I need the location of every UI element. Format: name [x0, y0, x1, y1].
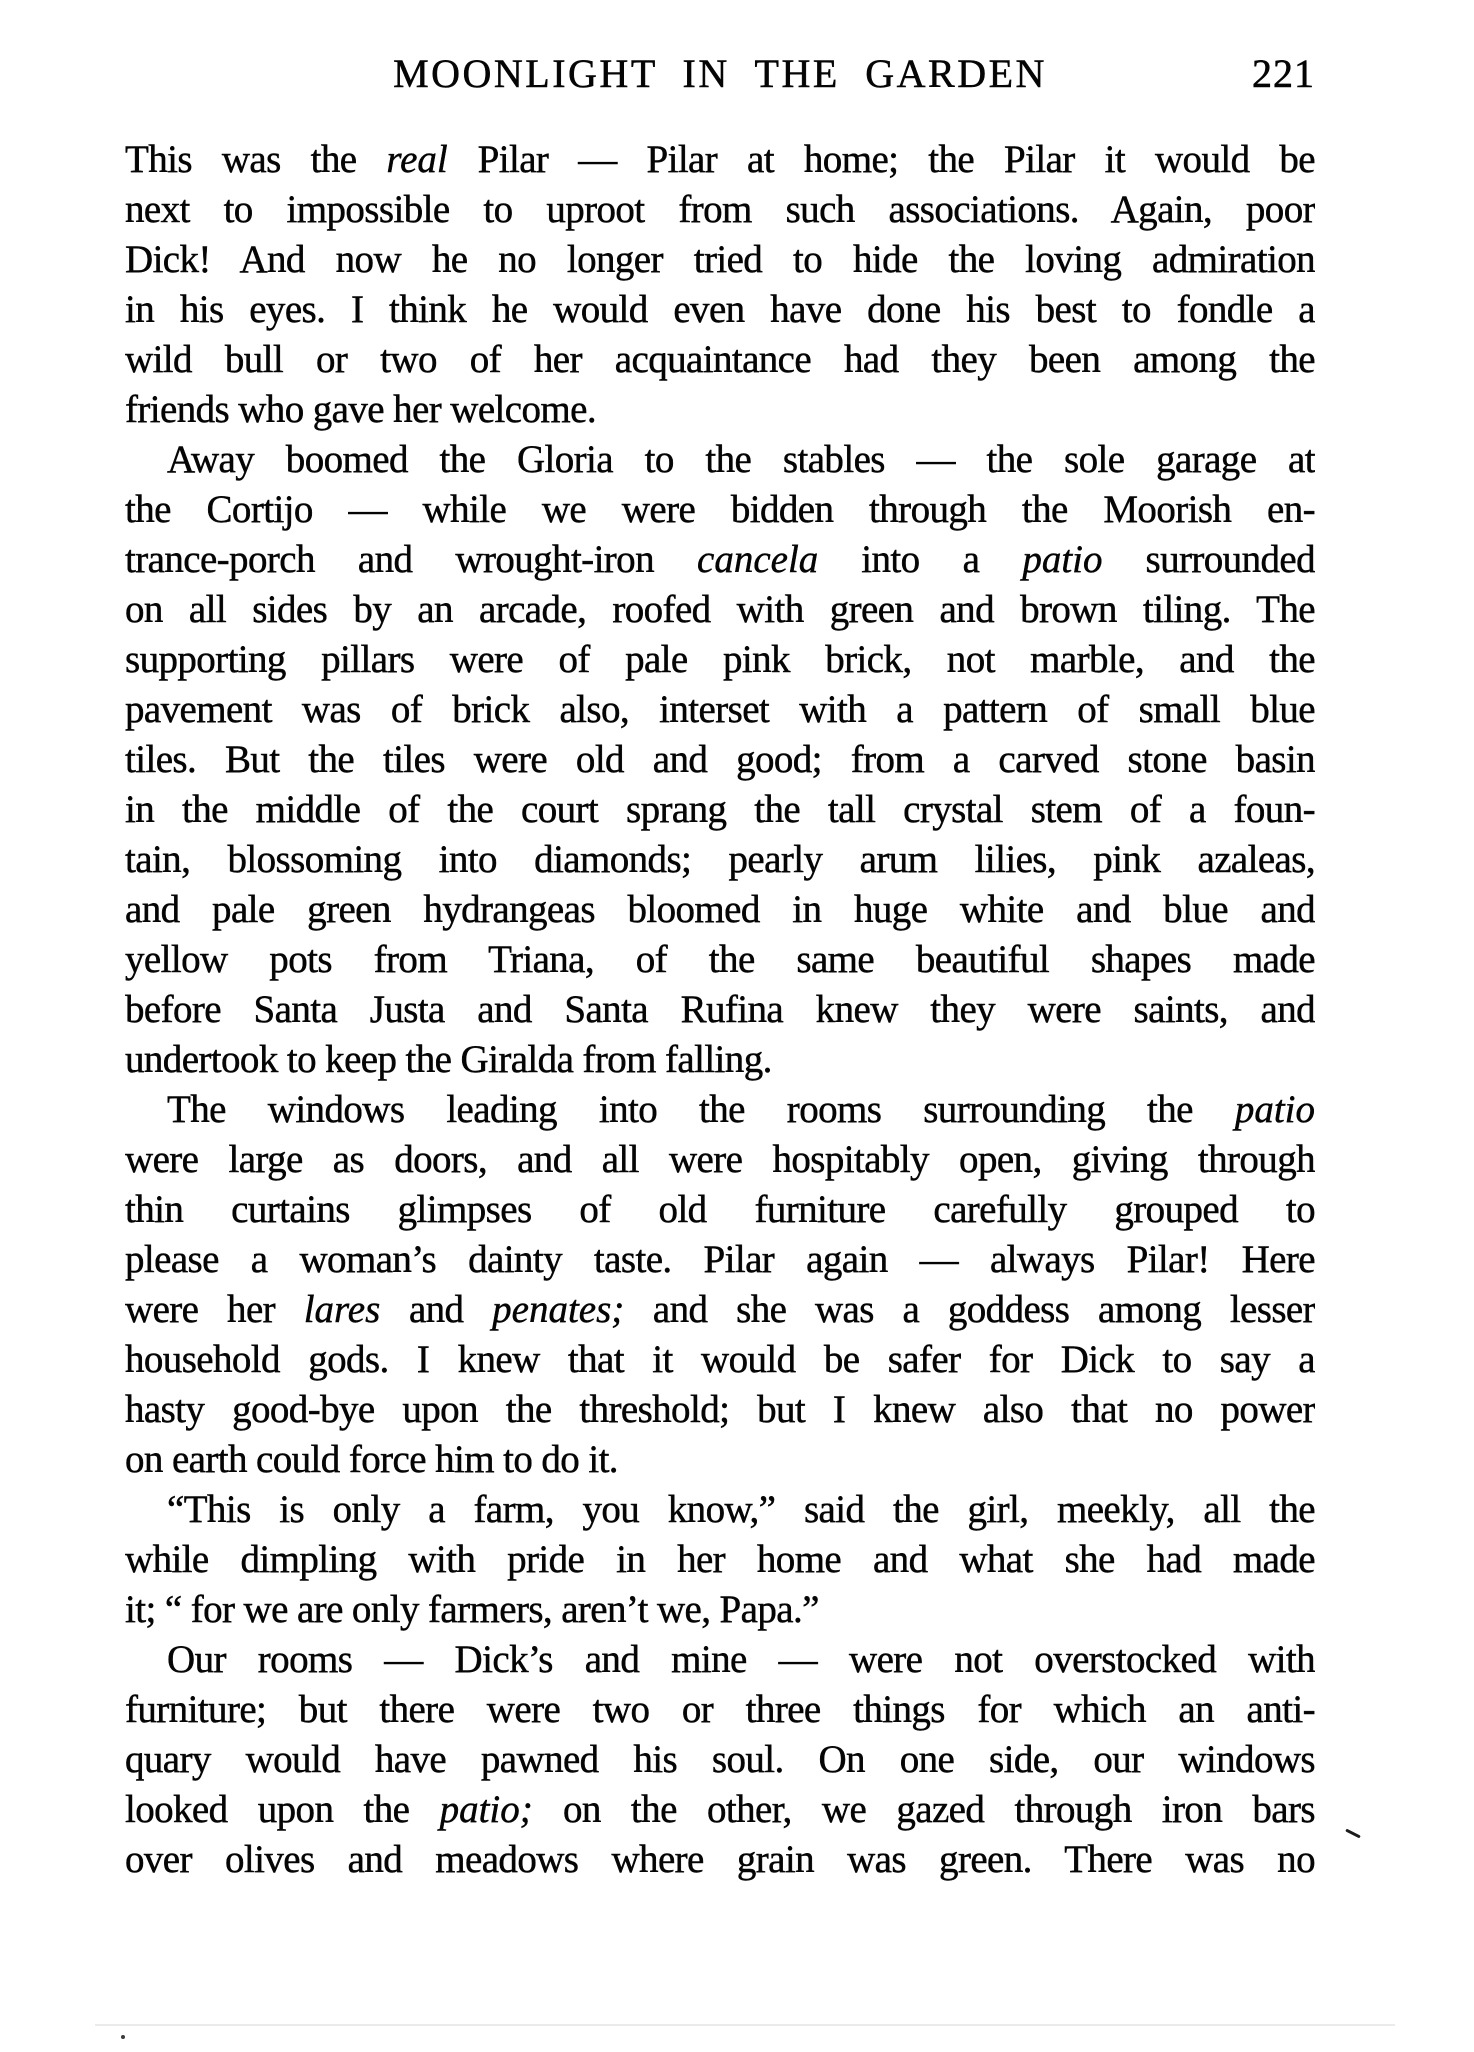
text-line: hasty good-bye upon the threshold; but I knew also that no power: [125, 1388, 1315, 1431]
text-line: friends who gave her welcome.: [125, 388, 596, 431]
text-line: “This is only a farm, you know,” said the girl, meekly, all the: [167, 1488, 1315, 1531]
scan-artifact-line: [95, 2024, 1395, 2026]
text-line: and pale green hydrangeas bloomed in huge white and blue and: [125, 888, 1315, 931]
text-line: in the middle of the court sprang the tall crystal stem of a foun-: [125, 788, 1315, 831]
text-line: while dimpling with pride in her home and what she had made: [125, 1538, 1315, 1581]
text-line: undertook to keep the Giralda from falling.: [125, 1038, 772, 1081]
stray-ink-dot: [121, 2035, 125, 2039]
text-line: it; “ for we are only farmers, aren’t we, Papa.”: [125, 1588, 819, 1631]
text-line: in his eyes. I think he would even have done his best to fondle a: [125, 288, 1315, 331]
text-line: wild bull or two of her acquaintance had they been among the: [125, 338, 1315, 381]
text-line: furniture; but there were two or three things for which an anti-: [125, 1688, 1315, 1731]
text-block: [125, 135, 1315, 1885]
text-line: household gods. I knew that it would be safer for Dick to say a: [125, 1338, 1315, 1381]
text-line: Our rooms — Dick’s and mine — were not overstocked with: [167, 1638, 1315, 1681]
text-line: trance-porch and wrought-iron cancela into a patio surrounded: [125, 538, 1315, 581]
text-line: the Cortijo — while we were bidden through the Moorish en-: [125, 488, 1315, 531]
text-line: This was the real Pilar — Pilar at home; the Pilar it would be: [125, 138, 1315, 181]
running-head-title: MOONLIGHT IN THE GARDEN: [393, 51, 1047, 96]
text-line: were her lares and penates; and she was a goddess among lesser: [125, 1288, 1315, 1331]
text-line: looked upon the patio; on the other, we gazed through iron bars: [125, 1788, 1315, 1831]
text-line: Dick! And now he no longer tried to hide the loving admiration: [125, 238, 1315, 281]
text-line: on all sides by an arcade, roofed with green and brown tiling. The: [125, 588, 1315, 631]
text-line: before Santa Justa and Santa Rufina knew they were saints, and: [125, 988, 1315, 1031]
text-line: thin curtains glimpses of old furniture carefully grouped to: [125, 1188, 1315, 1231]
text-line: quary would have pawned his soul. On one side, our windows: [125, 1738, 1315, 1781]
text-line: next to impossible to uproot from such associations. Again, poor: [125, 188, 1315, 231]
text-line: yellow pots from Triana, of the same beautiful shapes made: [125, 938, 1315, 981]
text-line: were large as doors, and all were hospitably open, giving through: [125, 1138, 1315, 1181]
text-line: The windows leading into the rooms surrounding the patio: [167, 1088, 1315, 1131]
text-line: Away boomed the Gloria to the stables — the sole garage at: [167, 438, 1315, 481]
text-line: tain, blossoming into diamonds; pearly arum lilies, pink azaleas,: [125, 838, 1315, 881]
text-line: supporting pillars were of pale pink brick, not marble, and the: [125, 638, 1315, 681]
text-line: tiles. But the tiles were old and good; from a carved stone basin: [125, 738, 1315, 781]
page-number: 221: [1252, 51, 1315, 96]
page-header: [125, 52, 1315, 98]
text-line: on earth could force him to do it.: [125, 1438, 618, 1481]
stray-ink-mark: [1345, 1829, 1361, 1839]
text-line: please a woman’s dainty taste. Pilar again — always Pilar! Here: [125, 1238, 1315, 1281]
text-line: over olives and meadows where grain was green. There was no: [125, 1838, 1315, 1881]
text-line: pavement was of brick also, interset with a pattern of small blue: [125, 688, 1315, 731]
